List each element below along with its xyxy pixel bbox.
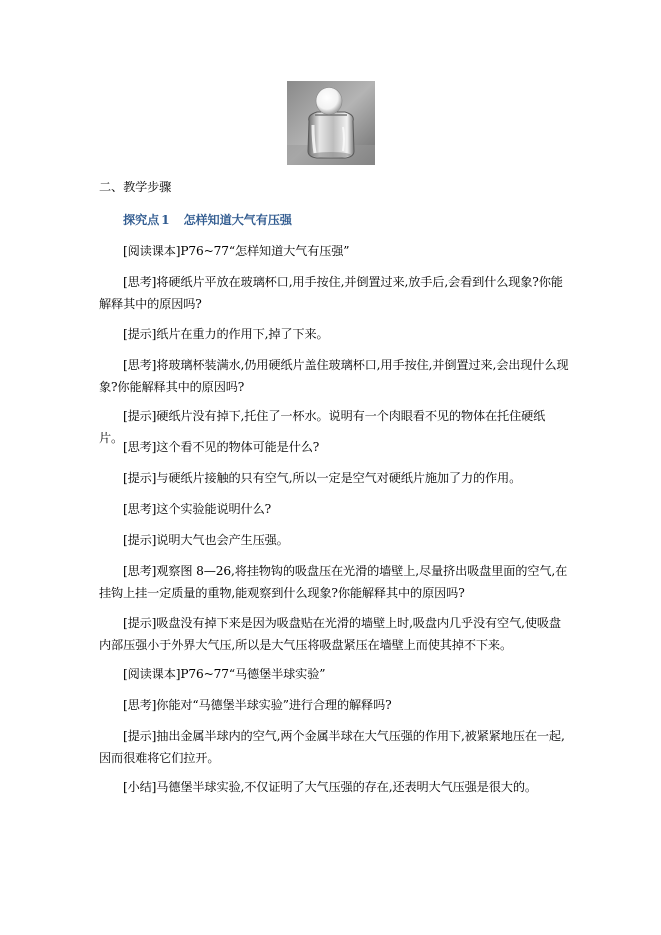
explore-point-heading — [123, 209, 593, 231]
paragraph: [提示]抽出金属半球内的空气,两个金属半球在大气压强的作用下,被紧紧地压在一起,因而很难将它们拉开。 — [99, 729, 565, 765]
paragraph: [提示]硬纸片没有掉下,托住了一杯水。说明有一个肉眼看不见的物体在托住硬纸片。 — [99, 409, 546, 445]
explore-title: 怎样知道大气有压强 — [183, 213, 292, 227]
paragraph: [提示]纸片在重力的作用下,掉了下来。 — [123, 327, 329, 341]
paragraph: [提示]与硬纸片接触的只有空气,所以一定是空气对硬纸片施加了力的作用。 — [123, 471, 522, 485]
paragraph: [思考]观察图 8—26,将挂物钩的吸盘压在光滑的墙壁上,尽量挤出吸盘里面的空气,在挂钩上挂一定质量的重物,能观察到什么现象?你能解释其中的原因吗? — [99, 564, 568, 600]
paragraph: [思考]这个看不见的物体可能是什么? — [123, 440, 320, 454]
paragraph: [思考]将硬纸片平放在玻璃杯口,用手按住,并倒置过来,放手后,会看到什么现象?你能解释其中的原因吗? — [99, 275, 563, 311]
paragraph: [阅读课本]P76~77“马德堡半球实验” — [123, 667, 326, 681]
paragraph: [思考]你能对“马德堡半球实验”进行合理的解释吗? — [123, 698, 392, 712]
explore-number: 1 — [161, 213, 170, 227]
section-heading: 二、教学步骤 — [99, 180, 172, 194]
paragraph: [提示]说明大气也会产生压强。 — [123, 533, 289, 547]
paragraph: [思考]这个实验能说明什么? — [123, 502, 272, 516]
paragraph: [小结]马德堡半球实验,不仅证明了大气压强的存在,还表明大气压强是很大的。 — [123, 780, 537, 794]
paragraph: [阅读课本]P76~77“怎样知道大气有压强” — [123, 244, 350, 258]
paragraph: [提示]吸盘没有掉下来是因为吸盘贴在光滑的墙壁上时,吸盘内几乎没有空气,使吸盘内部压强小于外界大气压,所以是大气压将吸盘紧压在墙壁上而使其掉不下来。 — [99, 616, 561, 652]
glass-jar-with-egg-photo — [287, 81, 375, 165]
jar-illustration — [287, 81, 375, 165]
explore-label: 探究点 — [123, 213, 160, 227]
paragraph: [思考]将玻璃杯装满水,仍用硬纸片盖住玻璃杯口,用手按住,并倒置过来,会出现什么现象?你能解释其中的原因吗? — [99, 358, 569, 394]
